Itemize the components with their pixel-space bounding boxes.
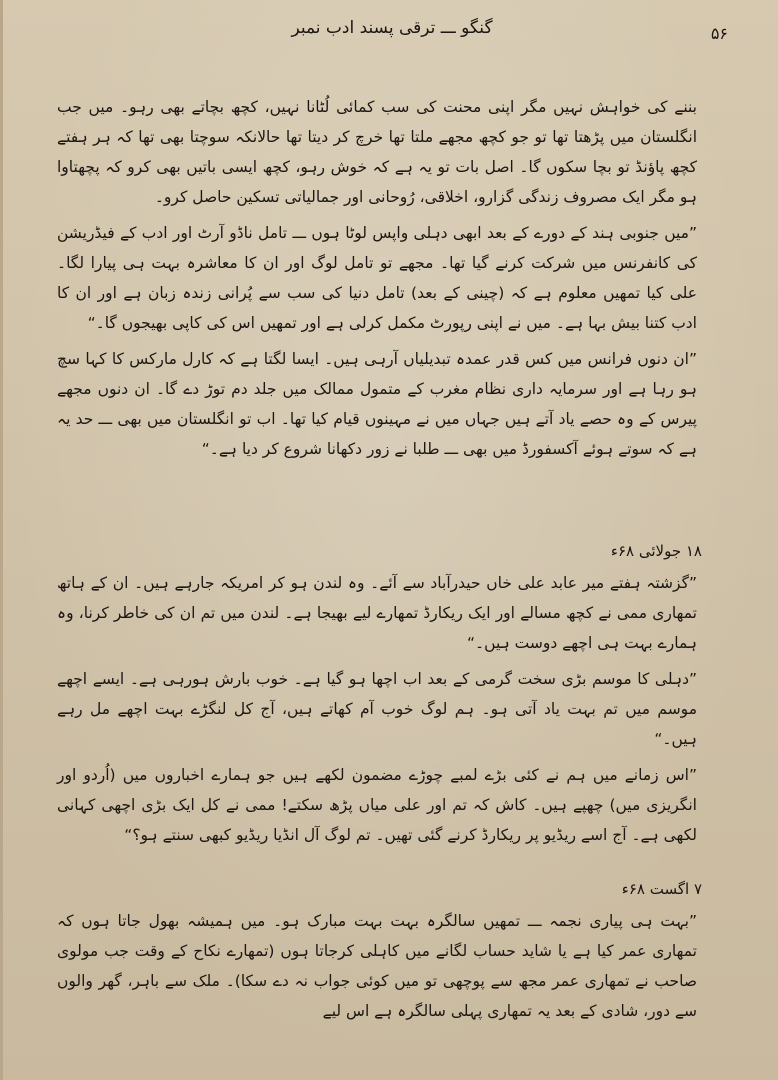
- paragraph: ”اس زمانے میں ہم نے کئی بڑے لمبے چوڑے مضمون لکھے ہیں جو ہمارے اخباروں میں (اُردو اور انگریزی میں) چھپے ہیں۔ کاش کہ تم اور علی میاں پڑھ سکتے! ممی نے کل ایک بڑی اچھی کہانی لکھی ہے۔ آج اسے ریڈیو پر ریکارڈ کرنے گئی تھیں۔ تم لوگ آل انڈیا ریڈیو کبھی سنتے ہو؟“: [57, 766, 697, 844]
- paragraph: ”گزشتہ ہفتے میر عابد علی خاں حیدرآباد سے آئے۔ وہ لندن ہو کر امریکہ جارہے ہیں۔ ان کے ہاتھ تمھاری ممی نے کچھ مسالے اور ایک ریکارڈ تمھارے لیے بھیجا ہے۔ لندن میں تم ان کی خاطر کرنا، وہ ہمارے بہت ہی اچھے دوست ہیں۔“: [57, 574, 697, 652]
- paragraph: بننے کی خواہش نہیں مگر اپنی محنت کی سب کمائی لُٹانا نہیں، کچھ بچاتے بھی رہو۔ میں جب انگلستان میں پڑھتا تھا تو جو کچھ مجھے ملتا تھا خرچ کر دیتا تھا حالانکہ سوچتا بھی تھا کہ ہر ہفتے کچھ پاؤنڈ تو بچا سکوں گا۔ اصل بات تو یہ ہے کہ خوش رہو، کچھ ایسی باتیں بھی کرو کہ پچھتاوا ہو مگر ایک مصروف زندگی گزارو، اخلاقی، رُوحانی اور جمالیاتی تسکین حاصل کرو۔: [57, 98, 697, 206]
- letter-section-3: [57, 906, 697, 1032]
- letter-date: ۷ اگست ۶۸ء: [621, 880, 702, 898]
- paragraph: ”ان دنوں فرانس میں کس قدر عمدہ تبدیلیاں آرہی ہیں۔ ایسا لگتا ہے کہ کارل مارکس کا کہا سچ ہو رہا ہے اور سرمایہ داری نظام مغرب کے متمول ممالک میں جلد دم توڑ دے گا۔ ان دنوں مجھے پیرس کے وہ حصے یاد آتے ہیں جہاں میں نے مہینوں قیام کیا تھا۔ اب تو انگلستان میں بھی ـــ حد یہ ہے کہ سوتے ہوئے آکسفورڈ میں بھی ـــ طلبا نے زور دکھانا شروع کر دیا ہے۔“: [57, 350, 697, 458]
- letter-section-1: [57, 92, 697, 470]
- paragraph: ”میں جنوبی ہند کے دورے کے بعد ابھی دہلی واپس لوٹا ہوں ـــ تامل ناڈو آرٹ اور ادب کے فیڈریشن کی کانفرنس میں شرکت کرنے گیا تھا۔ مجھے تو تامل لوگ اور ان کا معاشرہ بہت ہی پیارا لگا۔ علی کیا تمھیں معلوم ہے کہ (چینی کے بعد) تامل دنیا کی سب سے پُرانی زندہ زبان ہے اور ان کا ادب کتنا بیش بہا ہے۔ میں نے اپنی رپورٹ مکمل کرلی ہے اور تمھیں اس کی کاپی بھیجوں گا۔“: [57, 224, 697, 332]
- paragraph: ”دہلی کا موسم بڑی سخت گرمی کے بعد اب اچھا ہو گیا ہے۔ خوب بارش ہورہی ہے۔ ایسے اچھے موسم میں تم بہت یاد آتی ہو۔ ہم لوگ خوب آم کھاتے ہیں، آج کل لنگڑے بہت اچھے مل رہے ہیں۔“: [57, 670, 697, 748]
- paragraph: ”بہت ہی پیاری نجمہ ـــ تمھیں سالگرہ بہت بہت مبارک ہو۔ میں ہمیشہ بھول جاتا ہوں کہ تمھاری عمر کیا ہے یا شاید حساب لگانے میں کاہلی کرجاتا ہوں (تمھارے نکاح کے وقت جب مولوی صاحب نے تمھاری عمر مجھ سے پوچھی تو میں کوئی جواب نہ دے سکا)۔ ملک سے باہر، گھر والوں سے دور، شادی کے بعد یہ تمھاری پہلی سالگرہ ہے اس لیے: [57, 912, 697, 1020]
- running-header: گنگو ـــ ترقی پسند ادب نمبر: [291, 18, 493, 38]
- letter-section-2: [57, 568, 697, 856]
- letter-date: ۱۸ جولائی ۶۸ء: [610, 542, 702, 560]
- page-number: ۵۶: [710, 24, 728, 43]
